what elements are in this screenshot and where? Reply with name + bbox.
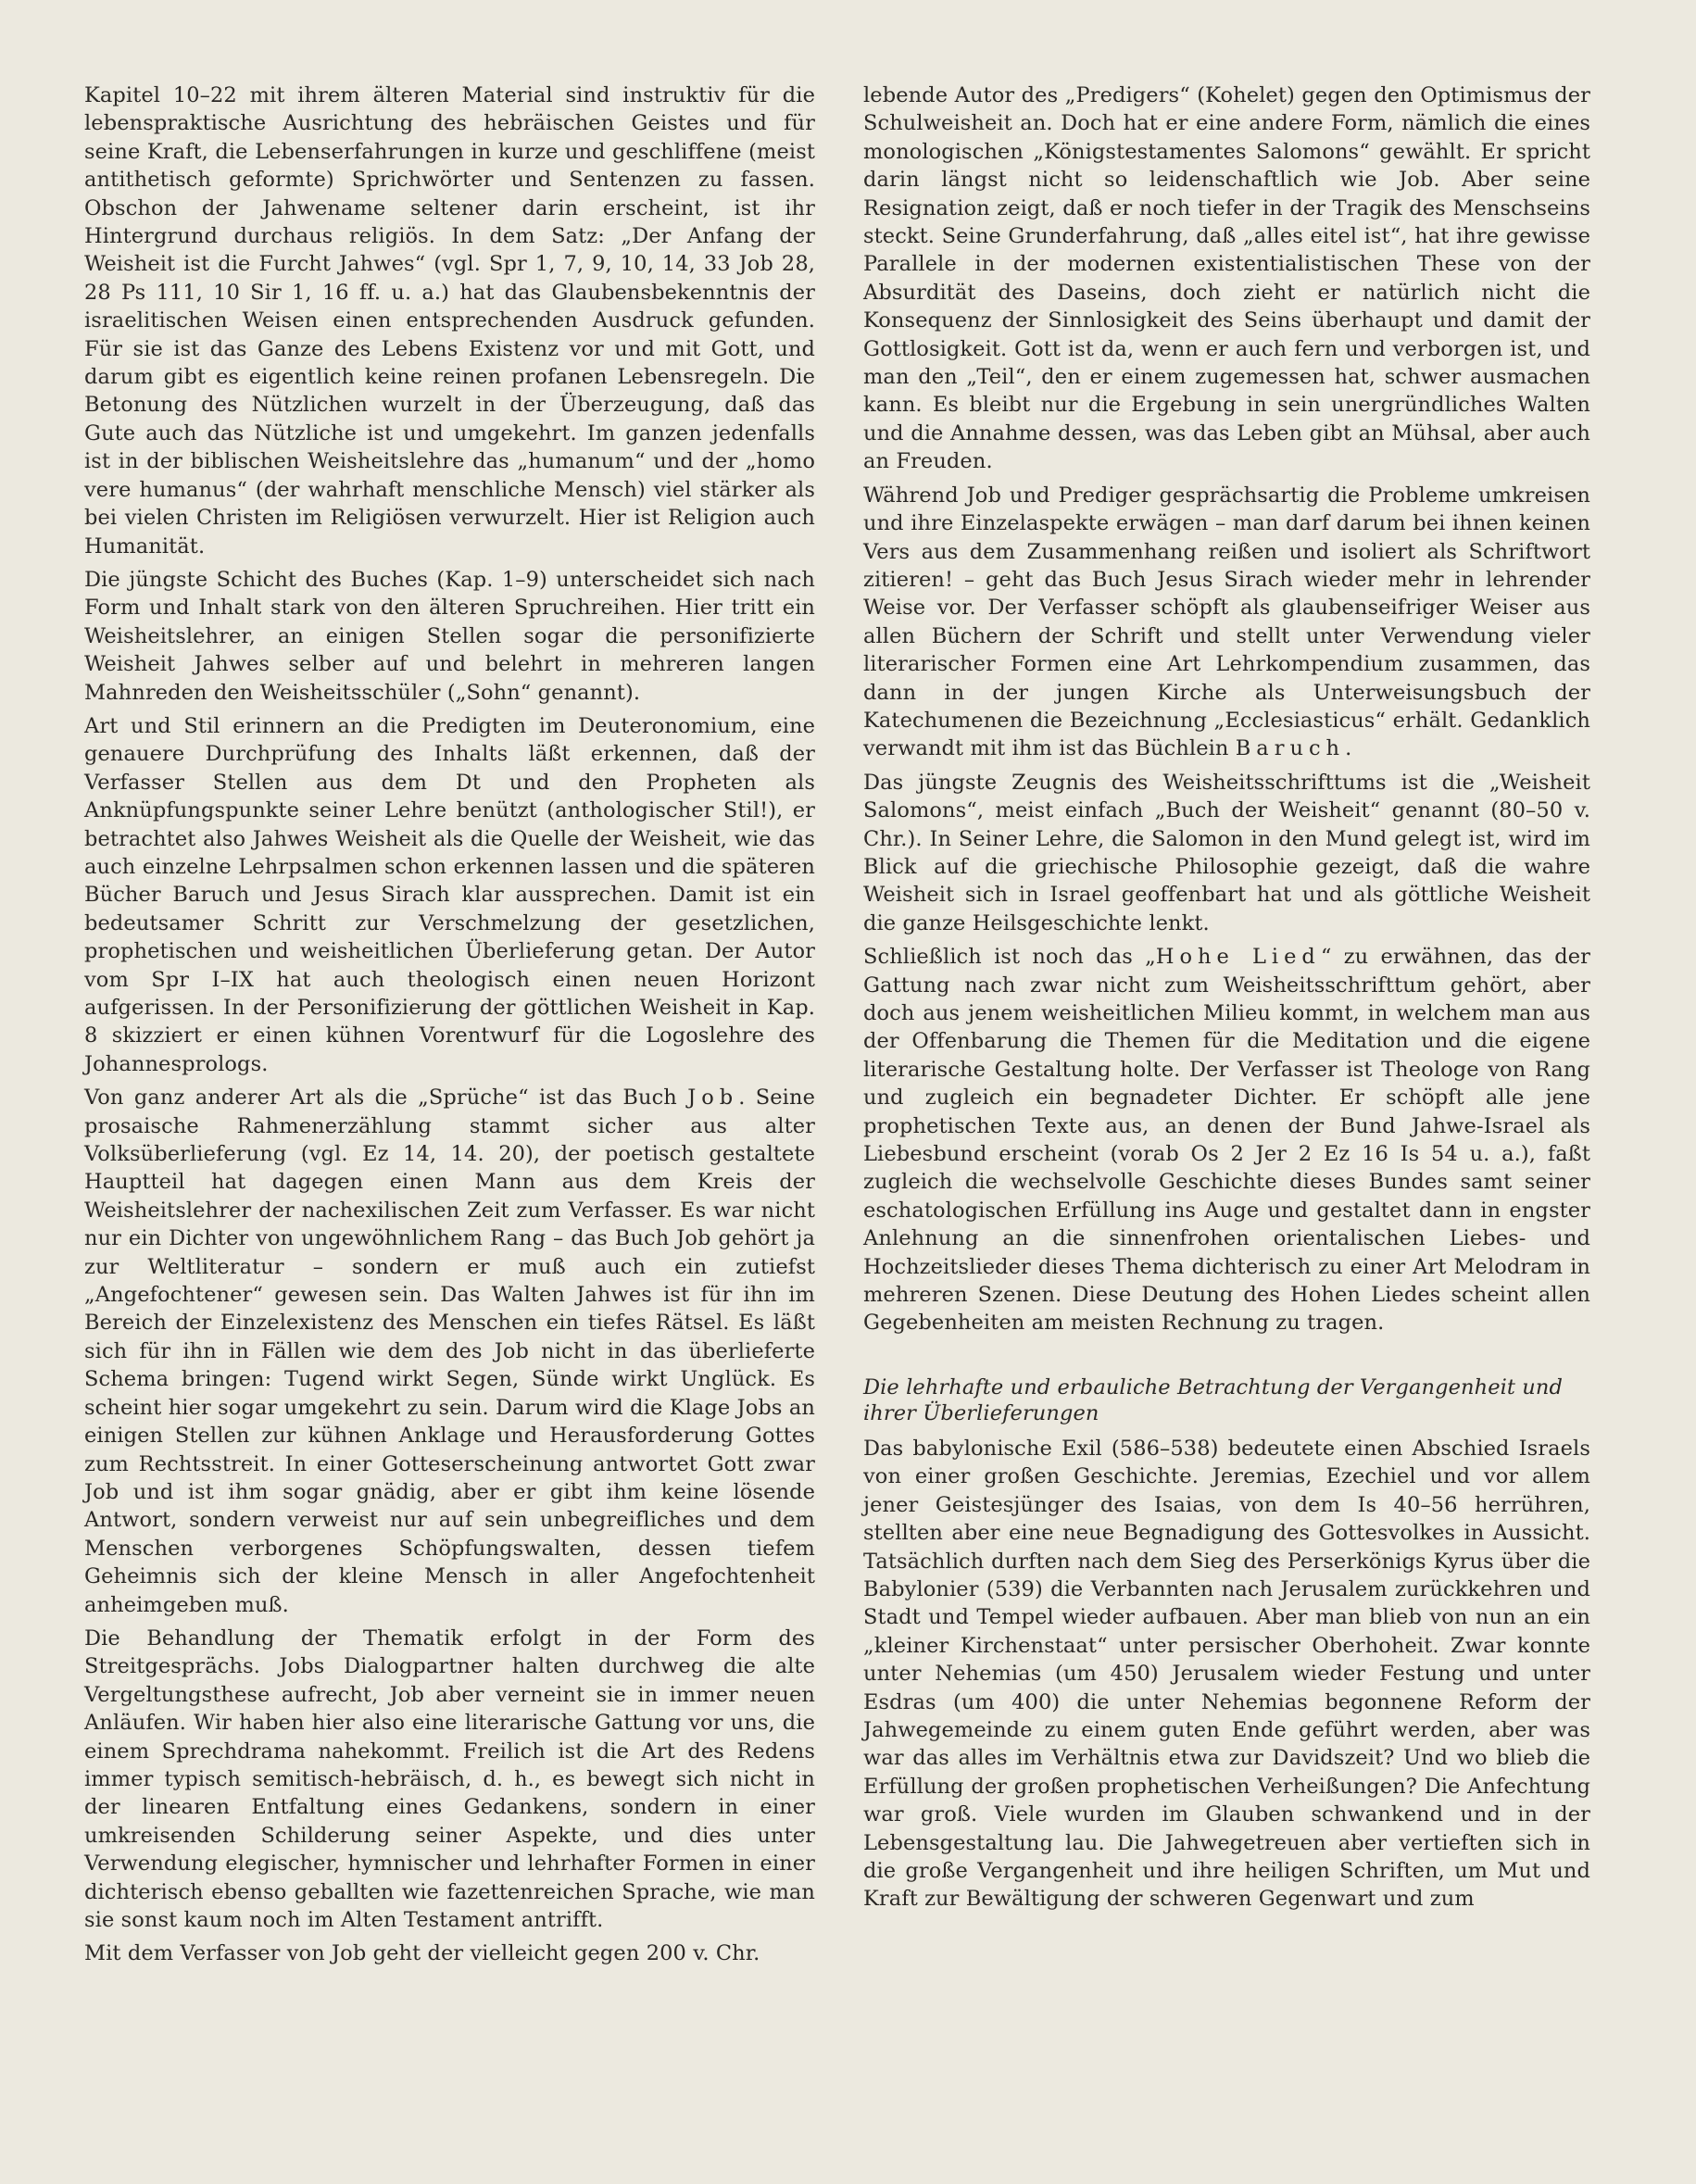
left-column	[84, 82, 815, 1974]
paragraph	[863, 482, 1590, 763]
book-title-hohe-lied: Hohe Lied	[1155, 945, 1321, 970]
book-title-job: Job	[687, 1086, 739, 1111]
paragraph: Kapitel 10–22 mit ihrem älteren Material sind instruktiv für die lebenspraktische Ausrichtung des hebräischen Geistes und für seine Kraft, die Lebenserfahrungen in kurze und geschliffene (meist antithetisch geformte) Sprichwörter und Sentenzen zu fassen. Obschon der Jahwename seltener darin erscheint, ist ihr Hintergrund durchaus religiös. In dem Satz: „Der Anfang der Weisheit ist die Furcht Jahwes“ (vgl. Spr 1, 7, 9, 10, 14, 33 Job 28, 28 Ps 111, 10 Sir 1, 16 ff. u. a.) hat das Glaubensbekenntnis der israelitischen Weisen einen entsprechenden Ausdruck gefunden. Für sie ist das Ganze des Lebens Existenz vor und mit Gott, und darum gibt es eigentlich keine reinen profanen Lebensregeln. Die Betonung des Nützlichen wurzelt in der Überzeugung, daß das Gute auch das Nützliche ist und umgekehrt. Im ganzen jedenfalls ist in der biblischen Weisheitslehre das „humanum“ und der „homo vere humanus“ (der wahrhaft menschliche Mensch) viel stärker als bei vielen Christen im Religiösen verwurzelt. Hier ist Religion auch Humanität.	[84, 83, 815, 559]
paragraph: Art und Stil erinnern an die Predigten im Deuteronomium, eine genauere Durchprüfung des Inhalts läßt erkennen, daß der Verfasser Stellen aus dem Dt und den Propheten als Anknüpfungspunkte seiner Lehre benützt (anthologischer Stil!), er betrachtet also Jahwes Weisheit als die Quelle der Weisheit, wie das auch einzelne Lehrpsalmen schon erkennen lassen und die späteren Bücher Baruch und Jesus Sirach klar aussprechen. Damit ist ein bedeutsamer Schritt zur Verschmelzung der gesetzlichen, prophetischen und weisheitlichen Überlieferung getan. Der Autor vom Spr I–IX hat auch theologisch einen neuen Horizont aufgerissen. In der Personifizierung der göttlichen Weisheit in Kap. 8 skizziert er einen kühnen Vorentwurf für die Logoslehre des Johannesprologs.	[84, 713, 815, 1076]
book-title-baruch: Baruch	[1235, 736, 1346, 761]
paragraph-text: .	[1345, 736, 1352, 761]
paragraph: Die jüngste Schicht des Buches (Kap. 1–9) unterscheidet sich nach Form und Inhalt stark von den älteren Spruchreihen. Hier tritt ein Weisheitslehrer, an einigen Stellen sogar die personifizierte Weisheit Jahwes selber auf und belehrt in mehreren langen Mahnreden den Weisheitsschüler („Sohn“ genannt).	[84, 567, 815, 705]
paragraph: Das jüngste Zeugnis des Weisheitsschrifttums ist die „Weisheit Salomons“, meist einfach „Buch der Weisheit“ genannt (80–50 v. Chr.). In Seiner Lehre, die Salomon in den Mund gelegt ist, wird im Blick auf die griechische Philosophie gezeigt, daß die wahre Weisheit sich in Israel geoffenbart hat und als göttliche Weisheit die ganze Heilsgeschichte lenkt.	[863, 770, 1590, 935]
paragraph-text: Schließlich ist noch das „	[863, 945, 1156, 970]
paragraph: Die Behandlung der Thematik erfolgt in der Form des Streitgesprächs. Jobs Dialogpartner halten durchweg die alte Vergeltungsthese aufrecht, Job aber verneint sie in immer neuen Anläufen. Wir haben hier also eine literarische Gattung vor uns, die einem Sprechdrama nahekommt. Freilich ist die Art des Redens immer typisch semitisch-hebräisch, d. h., es bewegt sich nicht in der linearen Entfaltung eines Gedankens, sondern in einer umkreisenden Schilderung seiner Aspekte, und dies unter Verwendung elegischer, hymnischer und lehrhafter Formen in einer dichterisch ebenso geballten wie fazettenreichen Sprache, wie man sie sonst kaum noch im Alten Testament antrifft.	[84, 1625, 815, 1932]
paragraph	[84, 1084, 815, 1619]
paragraph-text: “ zu erwähnen, das der Gattung nach zwar nicht zum Weisheitsschrifttum gehört, aber doch aus jenem weisheitlichen Milieu kommt, in welchem man aus der Offenbarung die Themen für die Meditation und die eigene literarische Gestaltung holte. Der Verfasser ist Theologe von Rang und zugleich ein begnadeter Dichter. Er schöpft alle jene prophetischen Texte aus, an denen der Bund Jahwe-Israel als Liebesbund erscheint (vorab Os 2 Jer 2 Ez 16 Is 54 u. a.), faßt zugleich die wechselvolle Geschichte dieses Bundes samt seiner eschatologischen Erfüllung ins Auge und gestaltet dann in engster Anlehnung an die sinnenfrohen orientalischen Liebes- und Hochzeitslieder dieses Thema dichterisch zu einer Art Melodram in mehreren Szenen. Diese Deutung des Hohen Liedes scheint allen Gegebenheiten am meisten Rechnung zu tragen.	[863, 945, 1591, 1336]
paragraph-text: . Seine prosaische Rahmenerzählung stammt sicher aus alter Volksüberlieferung (vgl. Ez 14, 14. 20), der poetisch gestaltete Hauptteil hat dagegen einen Mann aus dem Kreis der Weisheitslehrer der nachexilischen Zeit zum Verfasser. Es war nicht nur ein Dichter von ungewöhnlichem Rang – das Buch Job gehört ja zur Weltliteratur – sondern er muß auch ein zutiefst „Angefochtener“ gewesen sein. Das Walten Jahwes ist für ihn im Bereich der Einzelexistenz des Menschen ein tiefes Rätsel. Es läßt sich für ihn in Fällen wie dem des Job nicht in das überlieferte Schema bringen: Tugend wirkt Segen, Sünde wirkt Unglück. Es scheint hier sogar umgekehrt zu sein. Darum wird die Klage Jobs an einigen Stellen zur kühnen Anklage und Herausforderung Gottes zum Rechtsstreit. In einer Gotteserscheinung antwortet Gott zwar Job und ist ihm sogar gnädig, aber er gibt ihm keine lösende Antwort, sondern verweist nur auf sein unbegreifliches und dem Menschen verborgenes Schöpfungswalten, dessen tiefem Geheimnis sich der kleine Mensch in aller Angefochtenheit anheimgeben muß.	[84, 1086, 815, 1617]
right-column	[863, 82, 1590, 1919]
section-heading: Die lehrhafte und erbauliche Betrachtung der Vergangenheit und ihrer Überlieferungen	[863, 1374, 1563, 1426]
paragraph-text: Von ganz anderer Art als die „Sprüche“ ist das Buch	[84, 1086, 688, 1111]
paragraph: Das babylonische Exil (586–538) bedeutete einen Abschied Israels von einer großen Geschichte. Jeremias, Ezechiel und vor allem jener Geistesjünger des Isaias, von dem Is 40–56 herrühren, stellten aber eine neue Begnadigung des Gottesvolkes in Aussicht. Tatsächlich durften nach dem Sieg des Perserkönigs Kyrus über die Babylonier (539) die Verbannten nach Jerusalem zurückkehren und Stadt und Tempel wieder aufbauen. Aber man blieb von nun an ein „kleiner Kirchenstaat“ unter persischer Oberhoheit. Zwar konnte unter Nehemias (um 450) Jerusalem wieder Festung und unter Esdras (um 400) die unter Nehemias begonnene Reform der Jahwegemeinde zu einem guten Ende geführt werden, aber was war das alles im Verhältnis etwa zur Davidszeit? Und wo blieb die Erfüllung der großen prophetischen Verheißungen? Die Anfechtung war groß. Viele wurden im Glauben schwankend und in der Lebensgestaltung lau. Die Jahwegetreuen aber vertieften sich in die große Vergangenheit und ihre heiligen Schriften, um Mut und Kraft zur Bewältigung der schweren Gegenwart und zum	[863, 1436, 1590, 1912]
paragraph-text: Während Job und Prediger gesprächsartig die Probleme umkreisen und ihre Einzelaspekte erwägen – man darf darum bei ihnen keinen Vers aus dem Zusammenhang reißen und isoliert als Schriftwort zitieren! – geht das Buch Jesus Sirach wieder mehr in lehrender Weise vor. Der Verfasser schöpft als glaubenseifriger Weiser aus allen Büchern der Schrift und stellt unter Verwendung vieler literarischer Formen eine Art Lehrkompendium zusammen, das dann in der jungen Kirche als Unterweisungsbuch der Katechumenen die Bezeichnung „Ecclesiasticus“ erhält. Gedanklich verwandt mit ihm ist das Büchlein	[863, 483, 1590, 761]
paragraph: Mit dem Verfasser von Job geht der vielleicht gegen 200 v. Chr.	[84, 1941, 760, 1966]
paragraph: lebende Autor des „Predigers“ (Kohelet) gegen den Optimismus der Schulweisheit an. Doch hat er eine andere Form, nämlich die eines monologischen „Königstestamentes Salomons“ gewählt. Er spricht darin längst nicht so leidenschaftlich wie Job. Aber seine Resignation zeigt, daß er noch tiefer in der Tragik des Menschseins steckt. Seine Grunderfahrung, daß „alles eitel ist“, hat ihre gewisse Parallele in der modernen existentialistischen These von der Absurdität des Daseins, doch zieht er natürlich nicht die Konsequenz der Sinnlosigkeit des Seins überhaupt und damit der Gottlosigkeit. Gott ist da, wenn er auch fern und verborgen ist, und man den „Teil“, den er einem zugemessen hat, schwer ausmachen kann. Es bleibt nur die Ergebung in sein unergründliches Walten und die Annahme dessen, was das Leben gibt an Mühsal, aber auch an Freuden.	[863, 83, 1590, 474]
paragraph	[863, 943, 1590, 1337]
